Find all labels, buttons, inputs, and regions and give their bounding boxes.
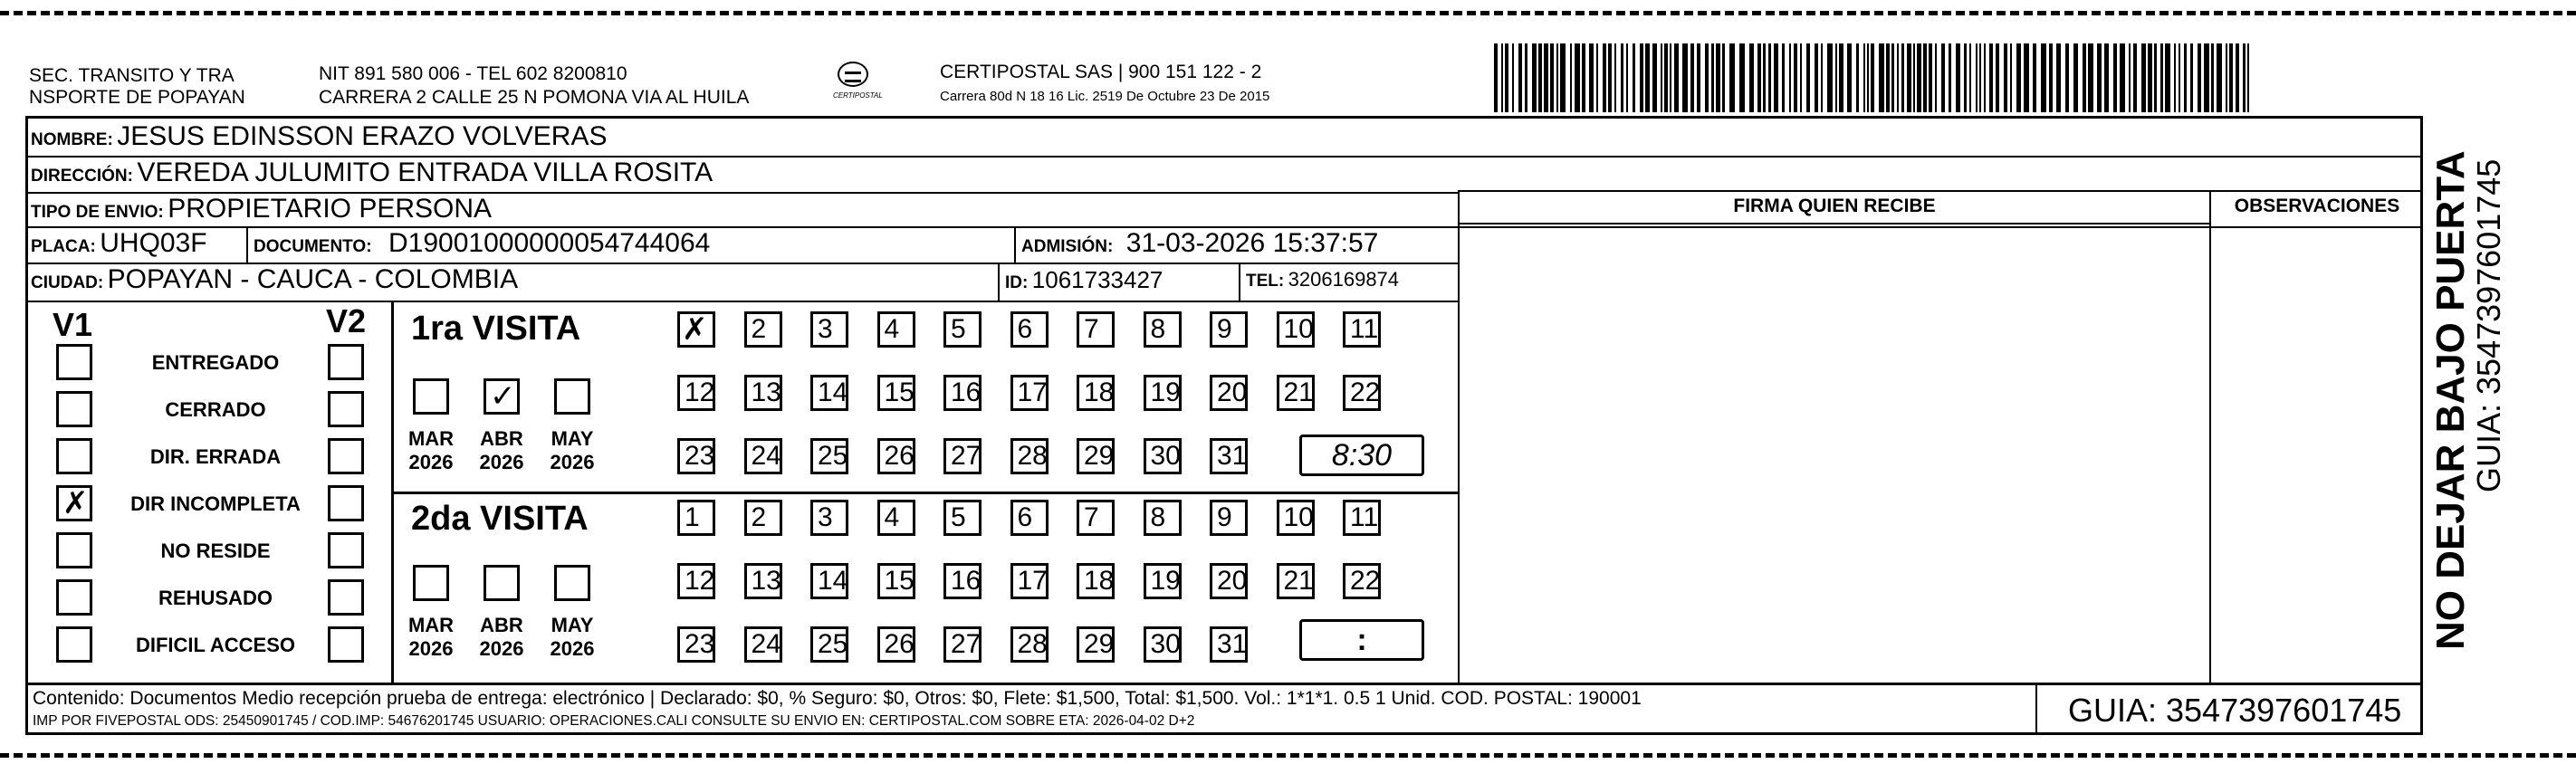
day-box[interactable] (677, 311, 715, 348)
day-number: 21 (1283, 377, 1314, 407)
check-mark-icon: ✗ (62, 485, 89, 521)
visit2-title: 2da VISITA (411, 500, 589, 538)
day-box[interactable] (877, 311, 915, 348)
v1-header: V1 (53, 306, 93, 343)
visit2-time: : (1356, 623, 1367, 657)
day-number: 19 (1150, 566, 1181, 596)
nombre-row (31, 121, 607, 152)
v1-checkbox[interactable] (56, 344, 92, 380)
day-number: 9 (1217, 314, 1232, 344)
row-line (25, 683, 2423, 685)
day-box[interactable] (1277, 563, 1315, 599)
nombre-value: JESUS EDINSSON ERAZO VOLVERAS (117, 121, 608, 151)
day-check-mark-icon: ✗ (682, 311, 708, 348)
day-box[interactable] (744, 500, 782, 536)
month-year: 2026 (408, 637, 454, 660)
v1-checkbox[interactable] (56, 626, 92, 663)
day-number: 11 (1350, 314, 1379, 344)
day-box[interactable] (1277, 375, 1315, 411)
month-checkbox[interactable] (484, 378, 520, 415)
day-box[interactable] (943, 626, 982, 663)
footer-contenido: Contenido: Documentos Medio recepción prueba de entrega: electrónico | Declarado: $0, % Seguro: $0, Otros: $0, Flete: $1,500, Total: $1,500. Vol.: 1*1*1. 0.5 1 Unid. COD. POSTAL: 190001 (33, 688, 1642, 709)
placa-value: UHQ03F (100, 228, 207, 258)
day-box[interactable] (943, 500, 982, 536)
v1-checkbox[interactable] (56, 438, 92, 474)
v1-checkbox[interactable] (56, 532, 92, 568)
day-number: 30 (1150, 629, 1181, 659)
footer-impresion: IMP POR FIVEPOSTAL ODS: 25450901745 / COD.IMP: 54676201745 USUARIO: OPERACIONES.CALI CONSULTE SU ENVIO EN: CERTIPOSTAL.COM SOBRE ETA: 2026-04-02 D+2 (33, 713, 1195, 729)
day-number: 24 (751, 441, 781, 471)
day-number: 4 (884, 314, 900, 344)
day-box[interactable] (1343, 500, 1381, 536)
day-number: 31 (1217, 629, 1248, 659)
month-name: MAY (551, 427, 594, 450)
status-label: DIR. ERRADA (149, 445, 282, 468)
day-box[interactable] (1343, 311, 1381, 348)
day-number: 28 (1017, 441, 1048, 471)
nombre-label: NOMBRE: (31, 130, 113, 149)
day-box[interactable] (810, 626, 848, 663)
month-label (474, 427, 529, 474)
day-number: 7 (1084, 314, 1099, 344)
admision-label: ADMISIÓN: (1021, 237, 1114, 256)
company-license: Carrera 80d N 18 16 Lic. 2519 De Octubre 23 De 2015 (940, 89, 1270, 104)
month-name: MAR (407, 614, 455, 636)
status-label: DIFICIL ACCESO (135, 634, 295, 656)
placa-label: PLACA: (31, 237, 96, 256)
day-number: 7 (1084, 502, 1099, 532)
day-box[interactable] (1077, 626, 1115, 663)
day-number: 4 (884, 502, 900, 532)
v1-checkbox[interactable] (56, 485, 92, 521)
barcode (1494, 43, 2255, 112)
day-number: 6 (1017, 502, 1033, 532)
day-box[interactable] (744, 626, 782, 663)
visit1-title: 1ra VISITA (411, 310, 581, 348)
month-year: 2026 (550, 637, 595, 660)
v1-checkbox[interactable] (56, 391, 92, 427)
month-label (545, 427, 599, 474)
v1-checkbox[interactable] (56, 579, 92, 616)
id-label: ID: (1005, 273, 1029, 292)
observaciones-header: OBSERVACIONES (2234, 196, 2400, 216)
day-number: 27 (951, 629, 982, 659)
day-number: 8 (1150, 314, 1166, 344)
day-number: 8 (1150, 502, 1166, 532)
day-number: 26 (884, 441, 915, 471)
month-name: ABR (480, 614, 523, 636)
day-number: 2 (751, 502, 767, 532)
col-line (2209, 190, 2211, 683)
tel-value: 3206169874 (1288, 268, 1400, 291)
firma-header: FIRMA QUIEN RECIBE (1733, 196, 1936, 216)
v2-checkbox[interactable] (328, 579, 364, 616)
visit1-time-box[interactable] (1299, 435, 1424, 476)
firma-header-underline (1460, 223, 2209, 224)
day-box[interactable] (677, 438, 715, 474)
month-checkbox[interactable] (413, 565, 449, 601)
day-box[interactable] (1343, 375, 1381, 411)
col-line (998, 263, 1000, 301)
visit2-time-box[interactable] (1299, 619, 1424, 661)
day-box[interactable] (1144, 563, 1182, 599)
day-number: 26 (884, 629, 915, 659)
month-year: 2026 (550, 451, 595, 473)
day-number: 29 (1084, 441, 1115, 471)
day-number: 12 (685, 377, 715, 407)
visit1-time: 8:30 (1331, 438, 1393, 473)
ciudad-value: POPAYAN - CAUCA - COLOMBIA (107, 264, 519, 294)
day-box[interactable] (943, 311, 982, 348)
v2-checkbox[interactable] (328, 344, 364, 380)
day-number: 16 (951, 566, 982, 596)
month-label (474, 614, 529, 661)
month-name: MAR (407, 427, 455, 450)
day-box[interactable] (1077, 500, 1115, 536)
day-box[interactable] (1010, 311, 1049, 348)
day-number: 18 (1084, 566, 1115, 596)
day-number: 14 (818, 566, 848, 596)
day-box[interactable] (677, 626, 715, 663)
day-box[interactable] (810, 500, 848, 536)
cut-line-top (0, 11, 2576, 15)
id-value: 1061733427 (1031, 266, 1164, 293)
day-box[interactable] (1077, 438, 1115, 474)
check-mark-icon: ✓ (490, 378, 516, 415)
day-number: 22 (1350, 566, 1381, 596)
month-checkbox[interactable] (554, 378, 590, 415)
day-number: 5 (951, 502, 966, 532)
day-number: 27 (951, 441, 982, 471)
tipo-label: TIPO DE ENVIO: (31, 203, 164, 222)
day-number: 30 (1150, 441, 1181, 471)
day-box[interactable] (1210, 375, 1248, 411)
company-name: CERTIPOSTAL SAS | 900 151 122 - 2 (940, 62, 1262, 82)
direccion-label: DIRECCIÓN: (31, 167, 133, 186)
day-box[interactable] (744, 311, 782, 348)
day-number: 6 (1017, 314, 1033, 344)
tel-label: TEL: (1246, 272, 1285, 291)
ciudad-cell (31, 264, 518, 295)
col-line (1458, 190, 1460, 683)
day-box[interactable] (1010, 563, 1049, 599)
day-number: 22 (1350, 377, 1381, 407)
v2-checkbox[interactable] (328, 485, 364, 521)
day-number: 9 (1217, 502, 1232, 532)
day-box[interactable] (677, 375, 715, 411)
footer-guia: GUIA: 3547397601745 (2068, 692, 2402, 729)
day-box[interactable] (810, 375, 848, 411)
status-label: ENTREGADO (151, 351, 280, 374)
col-line (1014, 226, 1016, 263)
col-line (1239, 263, 1240, 301)
row-line (25, 301, 1458, 302)
day-box[interactable] (1144, 438, 1182, 474)
day-box[interactable] (1343, 563, 1381, 599)
day-box[interactable] (744, 438, 782, 474)
day-number: 17 (1017, 566, 1048, 596)
day-box[interactable] (877, 375, 915, 411)
day-number: 13 (751, 377, 781, 407)
day-box[interactable] (1210, 311, 1248, 348)
status-label: DIR INCOMPLETA (130, 492, 301, 515)
documento-label: DOCUMENTO: (254, 237, 372, 256)
ciudad-label: CIUDAD: (31, 273, 104, 292)
month-label (404, 614, 458, 661)
day-number: 25 (818, 441, 848, 471)
v2-checkbox[interactable] (328, 626, 364, 663)
day-box[interactable] (1077, 563, 1115, 599)
month-name: MAY (551, 614, 594, 636)
day-box[interactable] (877, 563, 915, 599)
day-number: 3 (818, 314, 833, 344)
day-number: 18 (1084, 377, 1115, 407)
day-number: 17 (1017, 377, 1048, 407)
day-number: 28 (1017, 629, 1048, 659)
sender-nit: NIT 891 580 006 - TEL 602 8200810 (319, 63, 627, 84)
month-checkbox[interactable] (484, 565, 520, 601)
day-box[interactable] (677, 563, 715, 599)
day-box[interactable] (1077, 375, 1115, 411)
day-number: 23 (685, 629, 715, 659)
day-box[interactable] (877, 500, 915, 536)
day-box[interactable] (943, 563, 982, 599)
day-box[interactable] (877, 438, 915, 474)
sender-line-1: SEC. TRANSITO Y TRA (29, 65, 235, 86)
status-label: NO RESIDE (160, 540, 271, 562)
documento-cell (254, 228, 710, 259)
day-number: 20 (1217, 566, 1248, 596)
day-number: 23 (685, 441, 715, 471)
day-number: 1 (685, 502, 700, 532)
v2-checkbox[interactable] (328, 532, 364, 568)
placa-cell (31, 228, 207, 259)
tipo-row (31, 194, 492, 224)
month-label (545, 614, 599, 661)
day-number: 20 (1217, 377, 1248, 407)
visit-divider (391, 492, 1458, 494)
day-number: 5 (951, 314, 966, 344)
direccion-value: VEREDA JULUMITO ENTRADA VILLA ROSITA (137, 158, 713, 187)
status-label: CERRADO (165, 398, 266, 421)
day-number: 2 (751, 314, 767, 344)
day-box[interactable] (1077, 311, 1115, 348)
cut-line-bottom (0, 753, 2576, 758)
day-box[interactable] (810, 438, 848, 474)
day-box[interactable] (677, 500, 715, 536)
month-checkbox[interactable] (554, 565, 590, 601)
admision-value: 31-03-2026 15:37:57 (1125, 228, 1379, 258)
day-box[interactable] (943, 438, 982, 474)
id-cell (1005, 266, 1163, 294)
day-number: 31 (1217, 441, 1248, 471)
day-box[interactable] (1210, 563, 1248, 599)
day-number: 12 (685, 566, 715, 596)
admision-cell (1021, 228, 1378, 259)
day-box[interactable] (1144, 500, 1182, 536)
day-number: 10 (1283, 502, 1314, 532)
month-name: ABR (480, 427, 523, 450)
day-box[interactable] (1277, 500, 1315, 536)
day-box[interactable] (1210, 626, 1248, 663)
day-number: 10 (1283, 314, 1314, 344)
status-label: REHUSADO (158, 587, 273, 609)
day-number: 16 (951, 377, 982, 407)
v2-checkbox[interactable] (328, 391, 364, 427)
day-box[interactable] (810, 311, 848, 348)
v2-header: V2 (326, 302, 367, 339)
tel-cell (1246, 268, 1399, 291)
sender-line-2: NSPORTE DE POPAYAN (29, 87, 245, 108)
day-box[interactable] (877, 626, 915, 663)
documento-value: D19001000000054744064 (388, 228, 711, 258)
day-box[interactable] (1144, 375, 1182, 411)
day-number: 13 (751, 566, 781, 596)
day-number: 15 (884, 566, 915, 596)
day-number: 15 (884, 377, 915, 407)
day-box[interactable] (1144, 626, 1182, 663)
tipo-value: PROPIETARIO PERSONA (168, 194, 493, 224)
day-number: 21 (1283, 566, 1314, 596)
day-number: 29 (1084, 629, 1115, 659)
certipostal-logo-icon (838, 62, 868, 87)
month-year: 2026 (479, 451, 524, 473)
day-box[interactable] (1277, 311, 1315, 348)
logo-text: CERTIPOSTAL (833, 91, 883, 100)
col-line (246, 226, 248, 263)
day-number: 11 (1350, 502, 1379, 532)
side-guia: GUIA: 3547397601745 (2470, 158, 2507, 492)
month-year: 2026 (408, 451, 454, 473)
day-number: 24 (751, 629, 781, 659)
month-year: 2026 (479, 637, 524, 660)
day-number: 14 (818, 377, 848, 407)
col-line (2035, 683, 2037, 735)
month-checkbox[interactable] (413, 378, 449, 415)
day-box[interactable] (1210, 438, 1248, 474)
day-box[interactable] (1144, 311, 1182, 348)
day-box[interactable] (1010, 438, 1049, 474)
sender-address: CARRERA 2 CALLE 25 N POMONA VIA AL HUILA (319, 87, 750, 108)
direccion-row (31, 158, 713, 188)
day-box[interactable] (810, 563, 848, 599)
day-box[interactable] (744, 563, 782, 599)
day-box[interactable] (1210, 500, 1248, 536)
row-line (1458, 190, 2423, 192)
day-box[interactable] (1010, 500, 1049, 536)
day-number: 19 (1150, 377, 1181, 407)
v2-checkbox[interactable] (328, 438, 364, 474)
day-box[interactable] (943, 375, 982, 411)
barcode-gap (2249, 43, 2253, 112)
day-number: 3 (818, 502, 833, 532)
day-number: 25 (818, 629, 848, 659)
month-label (404, 427, 458, 474)
no-dejar-bajo-puerta: NO DEJAR BAJO PUERTA (2428, 150, 2473, 650)
day-box[interactable] (1010, 626, 1049, 663)
day-box[interactable] (744, 375, 782, 411)
day-box[interactable] (1010, 375, 1049, 411)
